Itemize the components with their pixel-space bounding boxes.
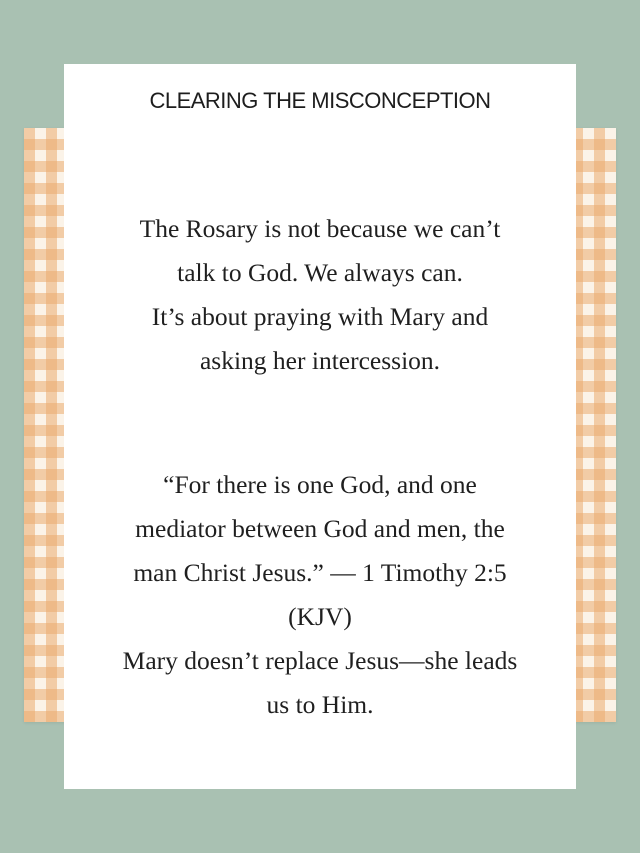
gingham-border-right	[572, 128, 616, 722]
paragraph-line: The Rosary is not because we can’t	[139, 214, 501, 243]
page-title: CLEARING THE MISCONCEPTION	[149, 88, 491, 113]
paragraph-line: “For there is one God, and one	[163, 470, 477, 499]
paragraph-line: Mary doesn’t replace Jesus—she leads	[122, 646, 518, 675]
scripture-quote-paragraph	[94, 463, 546, 727]
paragraph-line: us to Him.	[266, 690, 374, 719]
paragraph-line: (KJV)	[288, 602, 352, 631]
rosary-explanation-paragraph	[94, 207, 546, 383]
paragraph-line: man Christ Jesus.” — 1 Timothy 2:5	[133, 558, 507, 587]
gingham-border-left	[24, 128, 68, 722]
paragraph-line: mediator between God and men, the	[135, 514, 505, 543]
paragraph-line: It’s about praying with Mary and	[151, 302, 489, 331]
paragraph-line: asking her intercession.	[199, 346, 441, 375]
content-card	[64, 64, 576, 789]
paragraph-line: talk to God. We always can.	[177, 258, 463, 287]
